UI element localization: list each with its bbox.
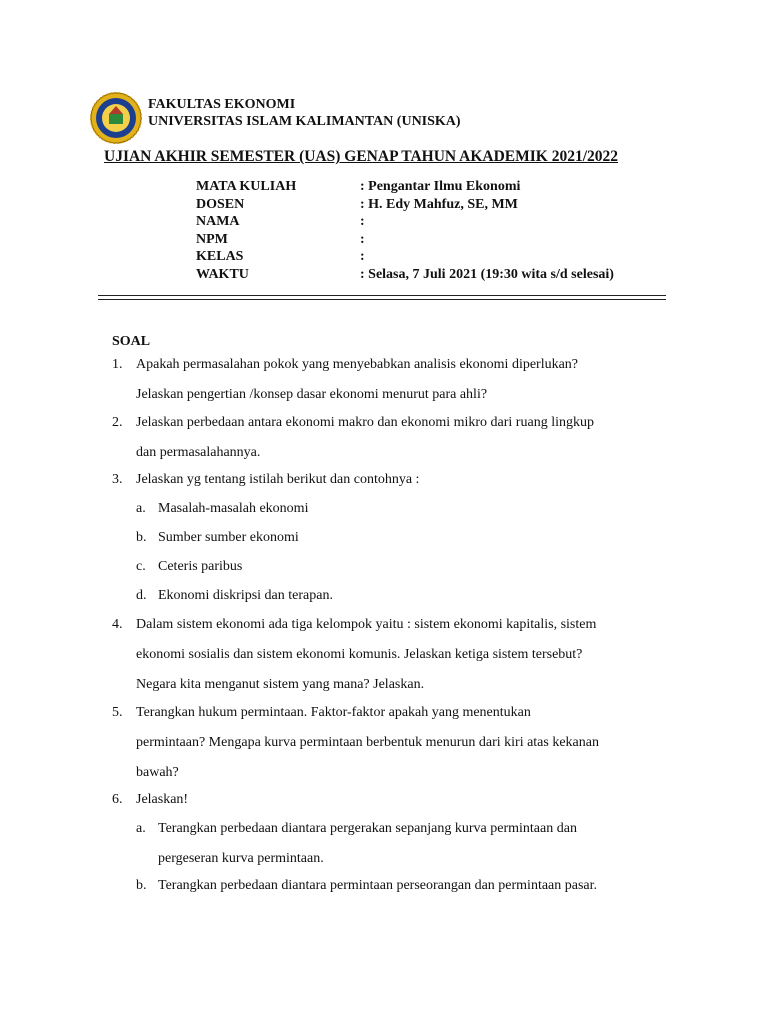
info-row-time — [196, 266, 614, 284]
question-line: Masalah-masalah ekonomi — [158, 501, 309, 516]
info-row-npm — [196, 231, 614, 249]
info-label: NPM — [196, 231, 228, 247]
question-line: dan permasalahannya. — [136, 445, 261, 460]
sub-question-text — [158, 494, 698, 524]
info-value: : Selasa, 7 Juli 2021 (19:30 wita s/d selesai) — [360, 266, 614, 282]
question-line: Jelaskan perbedaan antara ekonomi makro dan ekonomi mikro dari ruang lingkup — [136, 415, 594, 430]
question-number: 1. — [112, 357, 123, 372]
question-number: 3. — [112, 472, 123, 487]
sub-question-letter: d. — [136, 588, 147, 603]
info-label: NAMA — [196, 214, 240, 230]
info-value: : — [360, 231, 365, 247]
info-row-lecturer — [196, 196, 614, 214]
question-text — [136, 698, 696, 788]
question-line: pergeseran kurva permintaan. — [158, 851, 324, 866]
info-value: : — [360, 249, 365, 265]
question-text — [136, 610, 696, 700]
question-line: Dalam sistem ekonomi ada tiga kelompok yaitu : sistem ekonomi kapitalis, sistem — [136, 617, 597, 632]
question-number: 4. — [112, 617, 123, 632]
question-text — [136, 785, 696, 815]
question-line: Jelaskan yg tentang istilah berikut dan contohnya : — [136, 472, 420, 487]
question-line: Terangkan hukum permintaan. Faktor-faktor apakah yang menentukan — [136, 705, 531, 720]
sub-question-letter: c. — [136, 559, 146, 574]
sub-question-letter: a. — [136, 821, 146, 836]
sub-question-text — [158, 871, 698, 901]
question-line: Apakah permasalahan pokok yang menyebabkan analisis ekonomi diperlukan? — [136, 357, 579, 372]
info-row-name — [196, 213, 614, 231]
question-line: Negara kita menganut sistem yang mana? Jelaskan. — [136, 677, 425, 692]
university-name: UNIVERSITAS ISLAM KALIMANTAN (UNISKA) — [148, 114, 461, 129]
sub-question-letter: a. — [136, 501, 146, 516]
info-label: MATA KULIAH — [196, 179, 297, 194]
question-line: Sumber sumber ekonomi — [158, 530, 299, 545]
header-divider-bottom — [98, 299, 666, 300]
info-label: DOSEN — [196, 196, 245, 212]
info-row-course — [196, 178, 614, 196]
question-number: 5. — [112, 705, 123, 720]
question-text — [136, 465, 696, 495]
question-line: Ekonomi diskripsi dan terapan. — [158, 588, 333, 603]
question-line: Jelaskan pengertian /konsep dasar ekonomi menurut para ahli? — [136, 387, 488, 402]
sub-question-text — [158, 581, 698, 611]
question-line: ekonomi sosialis dan sistem ekonomi komunis. Jelaskan ketiga sistem tersebut? — [136, 647, 583, 662]
question-line: Ceteris paribus — [158, 559, 243, 574]
exam-title: UJIAN AKHIR SEMESTER (UAS) GENAP TAHUN AKADEMIK 2021/2022 — [104, 148, 618, 165]
question-line: bawah? — [136, 765, 179, 780]
sub-question-text — [158, 814, 698, 874]
questions-heading: SOAL — [112, 334, 151, 349]
info-row-class — [196, 248, 614, 266]
question-text — [136, 408, 696, 468]
sub-question-text — [158, 523, 698, 553]
faculty-name: FAKULTAS EKONOMI — [148, 97, 296, 112]
info-value: : — [360, 214, 365, 230]
info-label: WAKTU — [196, 266, 249, 282]
sub-question-letter: b. — [136, 878, 147, 893]
question-text — [136, 350, 696, 410]
question-number: 2. — [112, 415, 123, 430]
sub-question-text — [158, 552, 698, 582]
question-line: Terangkan perbedaan diantara pergerakan sepanjang kurva permintaan dan — [158, 821, 577, 836]
question-line: Jelaskan! — [136, 792, 189, 807]
info-value: : Pengantar Ilmu Ekonomi — [360, 179, 521, 194]
question-line: Terangkan perbedaan diantara permintaan perseorangan dan permintaan pasar. — [158, 878, 598, 893]
exam-info-table — [196, 178, 614, 284]
question-number: 6. — [112, 792, 123, 807]
header-divider-top — [98, 295, 666, 296]
info-value: : H. Edy Mahfuz, SE, MM — [360, 196, 518, 212]
university-logo-icon — [90, 92, 142, 144]
sub-question-letter: b. — [136, 530, 147, 545]
info-label: KELAS — [196, 249, 244, 265]
question-line: permintaan? Mengapa kurva permintaan berbentuk menurun dari kiri atas kekanan — [136, 735, 599, 750]
institution-block — [148, 96, 461, 130]
